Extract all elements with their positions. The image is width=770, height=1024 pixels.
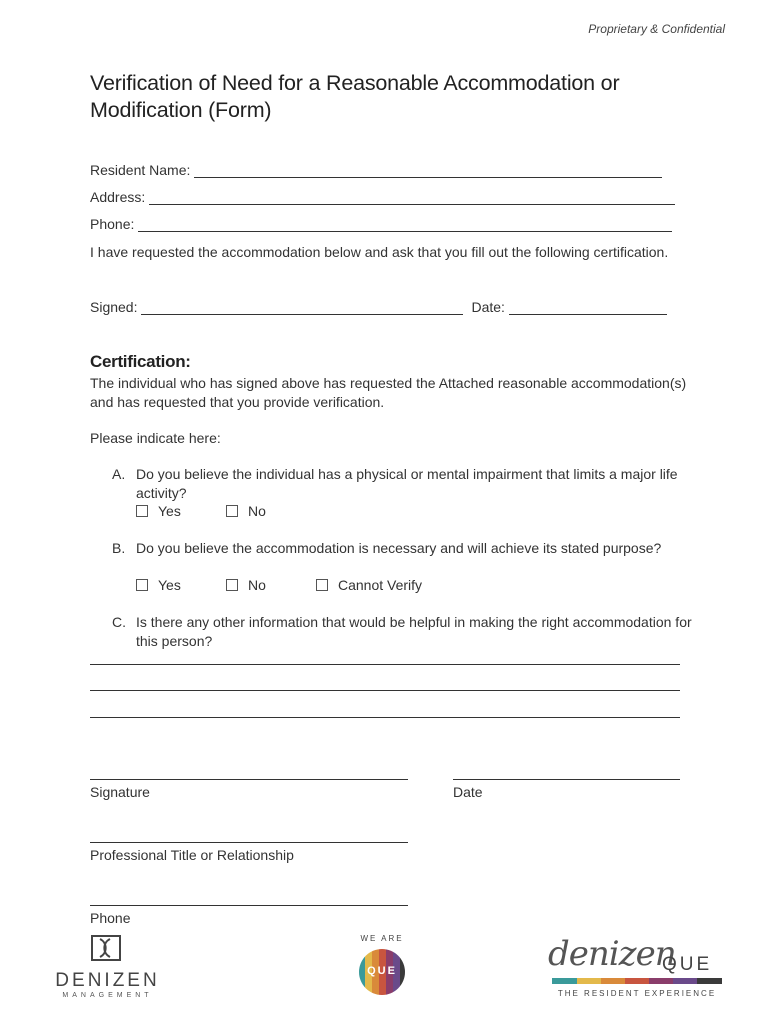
address-line[interactable] bbox=[149, 190, 675, 205]
professional-phone-line[interactable] bbox=[90, 905, 408, 906]
confidential-note: Proprietary & Confidential bbox=[588, 22, 725, 36]
checkbox[interactable] bbox=[316, 579, 328, 591]
logo-name: DENIZEN bbox=[55, 970, 160, 991]
we-are-que-logo bbox=[352, 934, 412, 1004]
logo-script-text: denizen bbox=[548, 934, 676, 974]
signature-label: Signature bbox=[90, 784, 150, 800]
question-b-options bbox=[136, 577, 422, 593]
professional-title-label: Professional Title or Relationship bbox=[90, 847, 294, 863]
resident-name-line[interactable] bbox=[194, 163, 662, 178]
professional-title-line[interactable] bbox=[90, 842, 408, 843]
logo-sub: MANAGEMENT bbox=[62, 992, 153, 999]
phone-field[interactable] bbox=[90, 216, 672, 232]
please-indicate: Please indicate here: bbox=[90, 430, 221, 446]
question-text: Do you believe the accommodation is necessary and will achieve its stated purpose? bbox=[136, 540, 662, 556]
logo-top-text: WE ARE bbox=[360, 934, 404, 943]
option-label: No bbox=[248, 503, 266, 519]
option-label: No bbox=[248, 577, 266, 593]
signature-line[interactable] bbox=[90, 779, 408, 780]
checkbox[interactable] bbox=[136, 505, 148, 517]
page-title: Verification of Need for a Reasonable Accommodation or Modification (Form) bbox=[90, 71, 620, 122]
denizen-que-logo bbox=[548, 934, 726, 1002]
question-text: Do you believe the individual has a physical or mental impairment that limits a major life activity? bbox=[136, 466, 678, 501]
signed-label: Signed: bbox=[90, 299, 138, 315]
resident-name-field[interactable] bbox=[90, 162, 662, 178]
question-letter: C. bbox=[112, 614, 126, 630]
question-text: Is there any other information that would be helpful in making the right accommodation for this person? bbox=[136, 614, 692, 649]
answer-line-3[interactable] bbox=[90, 717, 680, 718]
professional-phone-label: Phone bbox=[90, 910, 131, 926]
resident-name-label: Resident Name: bbox=[90, 162, 191, 178]
color-stripe-icon bbox=[552, 978, 722, 984]
option-label: Cannot Verify bbox=[338, 577, 423, 593]
logo-que-word: QUE bbox=[367, 965, 397, 977]
option-yes[interactable] bbox=[136, 577, 226, 593]
phone-label: Phone: bbox=[90, 216, 135, 232]
question-letter: A. bbox=[112, 466, 126, 482]
option-no[interactable] bbox=[226, 577, 316, 593]
answer-line-1[interactable] bbox=[90, 664, 680, 665]
logo-tagline: THE RESIDENT EXPERIENCE bbox=[557, 989, 717, 998]
checkbox[interactable] bbox=[226, 505, 238, 517]
request-text: I have requested the accommodation below and ask that you fill out the following certification. bbox=[90, 244, 669, 260]
address-label: Address: bbox=[90, 189, 146, 205]
question-a-options bbox=[136, 503, 266, 519]
denizen-management-logo bbox=[40, 934, 175, 1002]
checkbox[interactable] bbox=[136, 579, 148, 591]
certification-intro: The individual who has signed above has requested the Attached reasonable accommodation(s) and has requested that you provide verification. bbox=[90, 375, 687, 410]
option-cannot-verify[interactable] bbox=[316, 577, 422, 593]
question-c bbox=[112, 613, 692, 651]
phone-line[interactable] bbox=[138, 217, 672, 232]
logo-que-text: QUE bbox=[662, 954, 713, 975]
answer-line-2[interactable] bbox=[90, 690, 680, 691]
option-label: Yes bbox=[158, 503, 181, 519]
certification-heading: Certification: bbox=[90, 352, 191, 371]
address-field[interactable] bbox=[90, 189, 675, 205]
question-letter: B. bbox=[112, 540, 126, 556]
signed-line[interactable] bbox=[141, 300, 463, 315]
signature-date-line[interactable] bbox=[453, 779, 680, 780]
date-label: Date: bbox=[471, 299, 505, 315]
option-no[interactable] bbox=[226, 503, 266, 519]
option-yes[interactable] bbox=[136, 503, 226, 519]
option-label: Yes bbox=[158, 577, 181, 593]
date-line[interactable] bbox=[509, 300, 667, 315]
question-a bbox=[112, 465, 692, 503]
question-b bbox=[112, 539, 692, 558]
signature-date-label: Date bbox=[453, 784, 483, 800]
signed-field[interactable] bbox=[90, 299, 667, 315]
checkbox[interactable] bbox=[226, 579, 238, 591]
